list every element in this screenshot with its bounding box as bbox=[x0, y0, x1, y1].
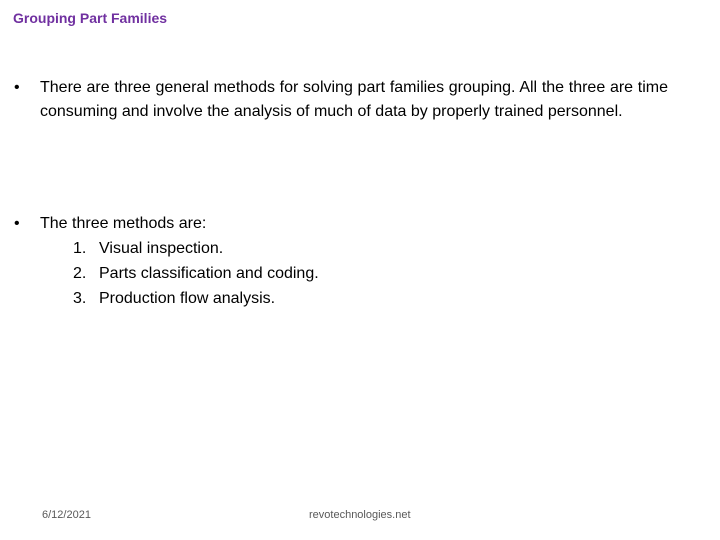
list-item-number: 1. bbox=[73, 240, 87, 257]
footer-website: revotechnologies.net bbox=[309, 509, 411, 521]
bullet-paragraph-1 bbox=[14, 76, 668, 124]
bullet-icon: • bbox=[14, 215, 20, 232]
bullet-text: The three methods are: bbox=[40, 215, 207, 232]
list-item bbox=[14, 236, 668, 261]
list-item bbox=[14, 286, 668, 311]
slide-title: Grouping Part Families bbox=[13, 10, 168, 26]
bullet-icon: • bbox=[14, 79, 20, 96]
footer-date: 6/12/2021 bbox=[42, 509, 91, 521]
list-item-number: 2. bbox=[73, 265, 87, 282]
methods-list bbox=[14, 236, 668, 311]
list-item-number: 3. bbox=[73, 290, 87, 307]
list-item-text: Visual inspection. bbox=[99, 240, 224, 257]
bullet-paragraph-2 bbox=[14, 212, 668, 311]
bullet-text: There are three general methods for solving part families grouping. All the three are time consuming and involve the analysis of much of data by properly trained personnel. bbox=[40, 79, 668, 120]
list-item-text: Parts classification and coding. bbox=[99, 265, 319, 282]
list-item bbox=[14, 261, 668, 286]
list-item-text: Production flow analysis. bbox=[99, 290, 276, 307]
